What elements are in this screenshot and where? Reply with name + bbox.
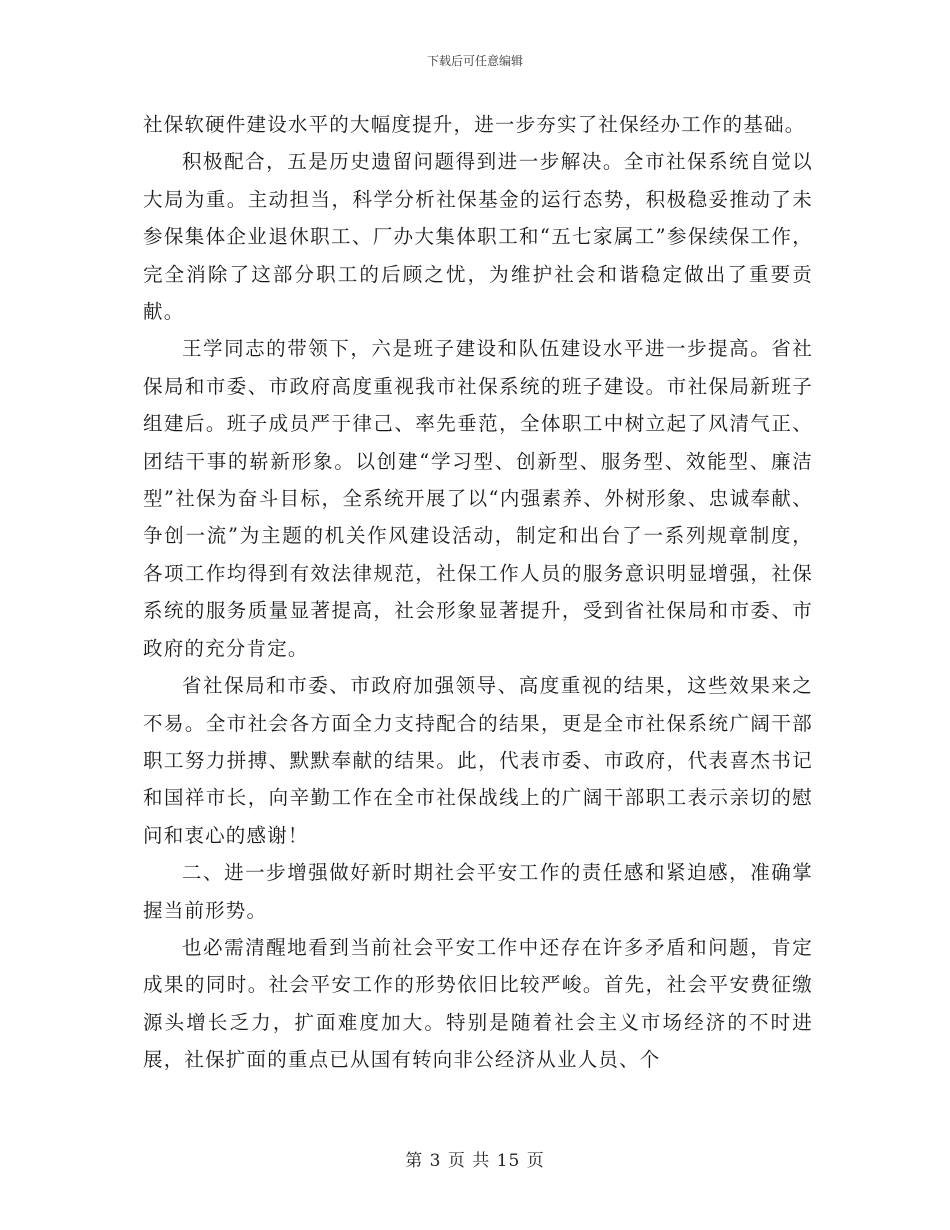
paragraph-1: 社保软硬件建设水平的大幅度提升，进一步夯实了社保经办工作的基础。: [143, 113, 806, 136]
page-label-suffix: 页: [526, 1151, 545, 1171]
document-body: [143, 106, 813, 1079]
paragraph-2: 积极配合，五是历史遗留问题得到进一步解决。全市社保系统自觉以大局为重。主动担当，科学分析社保基金的运行态势，积极稳妥推动了未参保集体企业退休职工、厂办大集体职工和“五七家属工”参保续保工作，完全消除了这部分职工的后顾之忧，为维护社会和谐稳定做出了重要贡献。: [143, 150, 813, 324]
paragraph-4: 省社保局和市委、市政府加强领导、高度重视的结果，这些效果来之不易。全市社会各方面全力支持配合的结果，更是全市社保系统广阔干部职工努力拼搏、默默奉献的结果。此，代表市委、市政府，代表喜杰书记和国祥市长，向辛勤工作在全市社保战线上的广阔干部职工表示亲切的慰问和衷心的感谢！: [143, 674, 813, 847]
paragraph-5: 二、进一步增强做好新时期社会平安工作的责任感和紧迫感，准确掌握当前形势。: [143, 861, 813, 922]
page-footer: [0, 1146, 950, 1171]
total-pages-number: 15: [496, 1151, 521, 1171]
paragraph-3: 王学同志的带领下，六是班子建设和队伍建设水平进一步提高。省社保局和市委、市政府高度重视我市社保系统的班子建设。市社保局新班子组建后。班子成员严于律己、率先垂范，全体职工中树立起了风清气正、团结干事的崭新形象。以创建“学习型、创新型、服务型、效能型、廉洁型”社保为奋斗目标，全系统开展了以“内强素养、外树形象、忠诚奉献、争创一流”为主题的机关作风建设活动，制定和出台了一系列规章制度，各项工作均得到有效法律规范，社保工作人员的服务意识明显增强，社保系统的服务质量显著提高，社会形象显著提升，受到省社保局和市委、市政府的充分肯定。: [143, 337, 813, 660]
page-label-prefix: 第: [405, 1151, 424, 1171]
page-header-note: 下载后可任意编辑: [426, 54, 523, 68]
current-page-number: 3: [429, 1151, 442, 1171]
page-label-mid: 页 共: [447, 1151, 491, 1171]
paragraph-6: 也必需清醒地看到当前社会平安工作中还存在许多矛盾和问题，肯定成果的同时。社会平安工作的形势依旧比较严峻。首先，社会平安费征缴源头增长乏力，扩面难度加大。特别是随着社会主义市场经济的不时进展，社保扩面的重点已从国有转向非公经济从业人员、个: [143, 935, 813, 1072]
